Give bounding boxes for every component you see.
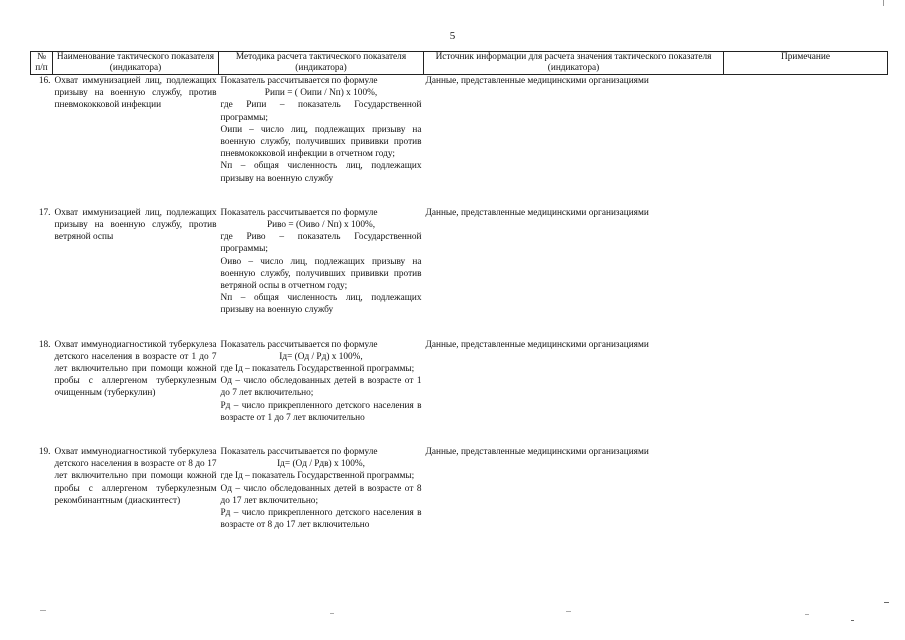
scan-artifact (566, 611, 571, 612)
method-line: где Pипи – показатель Государственной программы; (220, 100, 422, 123)
scan-artifact (330, 613, 334, 614)
method-line: Показатель рассчитывается по формуле (220, 339, 378, 350)
method-line: Oипи – число лиц, подлежащих призыву на военную службу, получивших прививки против пневмококковой инфекции в отчетном году; (220, 124, 422, 160)
scan-artifact (851, 620, 854, 621)
calculation-method (219, 339, 424, 424)
table-header (31, 52, 888, 75)
calculation-method (219, 207, 424, 317)
info-source: Данные, представленные медицинскими организациями (425, 207, 649, 218)
info-source: Данные, представленные медицинскими организациями (425, 447, 649, 458)
row-spacer-cell (31, 317, 888, 339)
indicator-name: Охват иммунизацией лиц, подлежащих призыву на военную службу, против ветряной оспы (54, 207, 217, 243)
formula: Pипи = ( Oипи / Nп) x 100%, (264, 88, 378, 99)
table-row (31, 75, 888, 185)
header-method: Методика расчета тактического показателя (индикатора) (219, 52, 424, 75)
indicator-name: Охват иммунодиагностикой туберкулеза детского населения в возрасте от 1 до 7 лет включительно при помощи кожной пробы с аллергеном туберкулезным очищенным (туберкулин) (54, 339, 217, 399)
scan-artifact (805, 614, 809, 615)
indicator-table (30, 51, 888, 532)
method-line: Показатель рассчитывается по формуле (220, 76, 378, 86)
method-line: где Iд – показатель Государственной программы; (220, 364, 415, 375)
formula: Pиво = (Oиво / Nп) x 100%, (266, 220, 376, 231)
row-spacer (31, 185, 888, 207)
calculation-method (219, 446, 424, 531)
info-source: Данные, представленные медицинскими организациями (425, 339, 649, 350)
method-line: Показатель рассчитывается по формуле (220, 447, 378, 458)
indicator-name: Охват иммунодиагностикой туберкулеза детского населения в возрасте от 8 до 17 лет включительно при помощи кожной пробы с аллергеном туберкулезным рекомбинантным (диаскинтест) (54, 447, 217, 506)
table-row (31, 207, 888, 317)
header-row (31, 52, 888, 75)
row-number: 16. (38, 76, 51, 86)
method-line: Oиво – число лиц, подлежащих призыву на военную службу, получивших прививки против ветряной оспы в отчетном году; (220, 256, 422, 292)
note-cell (724, 207, 888, 317)
table-row (31, 446, 888, 531)
scan-edge-mark (883, 0, 884, 6)
page-number: 5 (449, 30, 456, 42)
header-note: Примечание (724, 52, 888, 75)
row-spacer (31, 317, 888, 339)
table-body (31, 75, 888, 532)
method-line: Pд – число прикрепленного детского населения в возрасте от 1 до 7 лет включительно (220, 400, 422, 423)
row-number: 17. (38, 207, 51, 218)
header-name: Наименование тактического показателя (индикатора) (53, 52, 219, 75)
method-line: Oд – число обследованных детей в возрасте от 1 до 7 лет включительно; (220, 376, 422, 399)
header-source: Источник информации для расчета значения тактического показателя (индикатора) (424, 52, 724, 75)
method-line: Pд – число прикрепленного детского населения в возрасте от 8 до 17 лет включительно (220, 508, 422, 531)
header-num: № п/п (31, 52, 53, 75)
row-number: 18. (38, 339, 51, 350)
info-source: Данные, представленные медицинскими организациями (425, 76, 649, 86)
method-line: где Pиво – показатель Государственной программы; (220, 232, 422, 255)
method-line: Oд – число обследованных детей в возрасте от 8 до 17 лет включительно; (220, 483, 422, 506)
calculation-method (219, 75, 424, 185)
row-spacer-cell (31, 424, 888, 446)
method-line: Nп – общая численность лиц, подлежащих призыву на военную службу (220, 293, 422, 316)
row-spacer (31, 424, 888, 446)
note-cell (724, 75, 888, 185)
formula: Iд= (Oд / Pдв) x 100%, (277, 459, 365, 470)
row-number: 19. (38, 447, 51, 458)
indicator-name: Охват иммунизацией лиц, подлежащих призыву на военную службу, против пневмококковой инфекции (54, 76, 217, 111)
scan-artifact (884, 602, 889, 603)
formula: Iд= (Oд / Pд) x 100%, (279, 351, 363, 362)
note-cell (724, 339, 888, 424)
method-line: где Iд – показатель Государственной программы; (220, 471, 415, 482)
method-line: Показатель рассчитывается по формуле (220, 207, 378, 218)
note-cell (724, 446, 888, 531)
scan-artifact (40, 610, 46, 611)
table-row (31, 339, 888, 424)
row-spacer-cell (31, 185, 888, 207)
method-line: Nп – общая численность лиц, подлежащих призыву на военную службу (220, 161, 422, 184)
